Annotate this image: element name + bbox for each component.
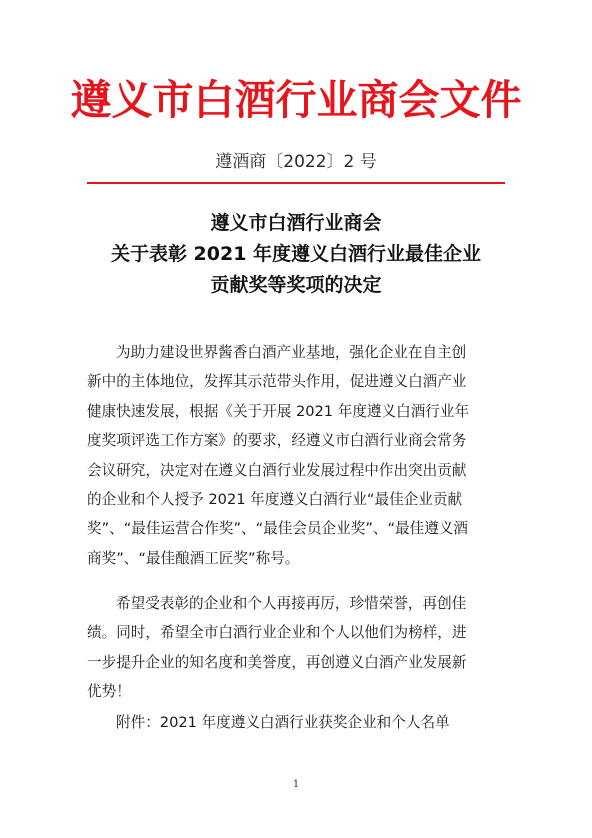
- paragraph-line: 健康快速发展，根据《关于开展 2021 年度遵义白酒行业年: [87, 402, 470, 420]
- page-number: 1: [292, 779, 300, 790]
- attachment-line: 附件：2021 年度遵义白酒行业获奖企业和个人名单: [116, 714, 450, 731]
- title-line: 贡献奖等奖项的决定: [210, 274, 382, 296]
- title-line: 遵义市白酒行业商会: [210, 212, 382, 234]
- paragraph-line: 一步提升企业的知名度和美誉度，再创遵义白酒产业发展新: [87, 653, 467, 671]
- body-paragraph-2: [87, 589, 507, 707]
- attachment-note: [87, 708, 507, 737]
- paragraph-line: 新中的主体地位，发挥其示范带头作用，促进遵义白酒产业: [87, 373, 467, 391]
- paragraph-line: 希望受表彰的企业和个人再接再厉，珍惜荣誉，再创佳: [116, 595, 467, 612]
- document-title: [0, 208, 592, 301]
- paragraph-line: 奖”、“最佳运营合作奖”、“最佳会员企业奖”、“最佳遵义酒: [87, 520, 469, 538]
- paragraph-line: 商奖”、“最佳酿酒工匠奖”称号。: [87, 549, 300, 567]
- paragraph-line: 度奖项评选工作方案》的要求，经遵义市白酒行业商会常务: [87, 432, 467, 450]
- body-paragraph-1: [87, 338, 507, 573]
- title-line: 关于表彰 2021 年度遵义白酒行业最佳企业: [110, 243, 482, 265]
- paragraph-line: 为助力建设世界酱香白酒产业基地，强化企业在自主创: [116, 344, 467, 361]
- masthead-title: 遵义市白酒行业商会文件: [70, 76, 522, 124]
- paragraph-line: 会议研究，决定对在遵义白酒行业发展过程中作出突出贡献: [87, 461, 467, 479]
- document-number: 遵酒商〔2022〕2 号: [215, 152, 377, 172]
- red-divider-line: [87, 182, 505, 184]
- paragraph-line: 的企业和个人授予 2021 年度遵义白酒行业“最佳企业贡献: [87, 490, 463, 508]
- paragraph-line: 绩。同时，希望全市白酒行业企业和个人以他们为榜样，进: [87, 624, 467, 642]
- paragraph-line: 优势！: [87, 683, 131, 701]
